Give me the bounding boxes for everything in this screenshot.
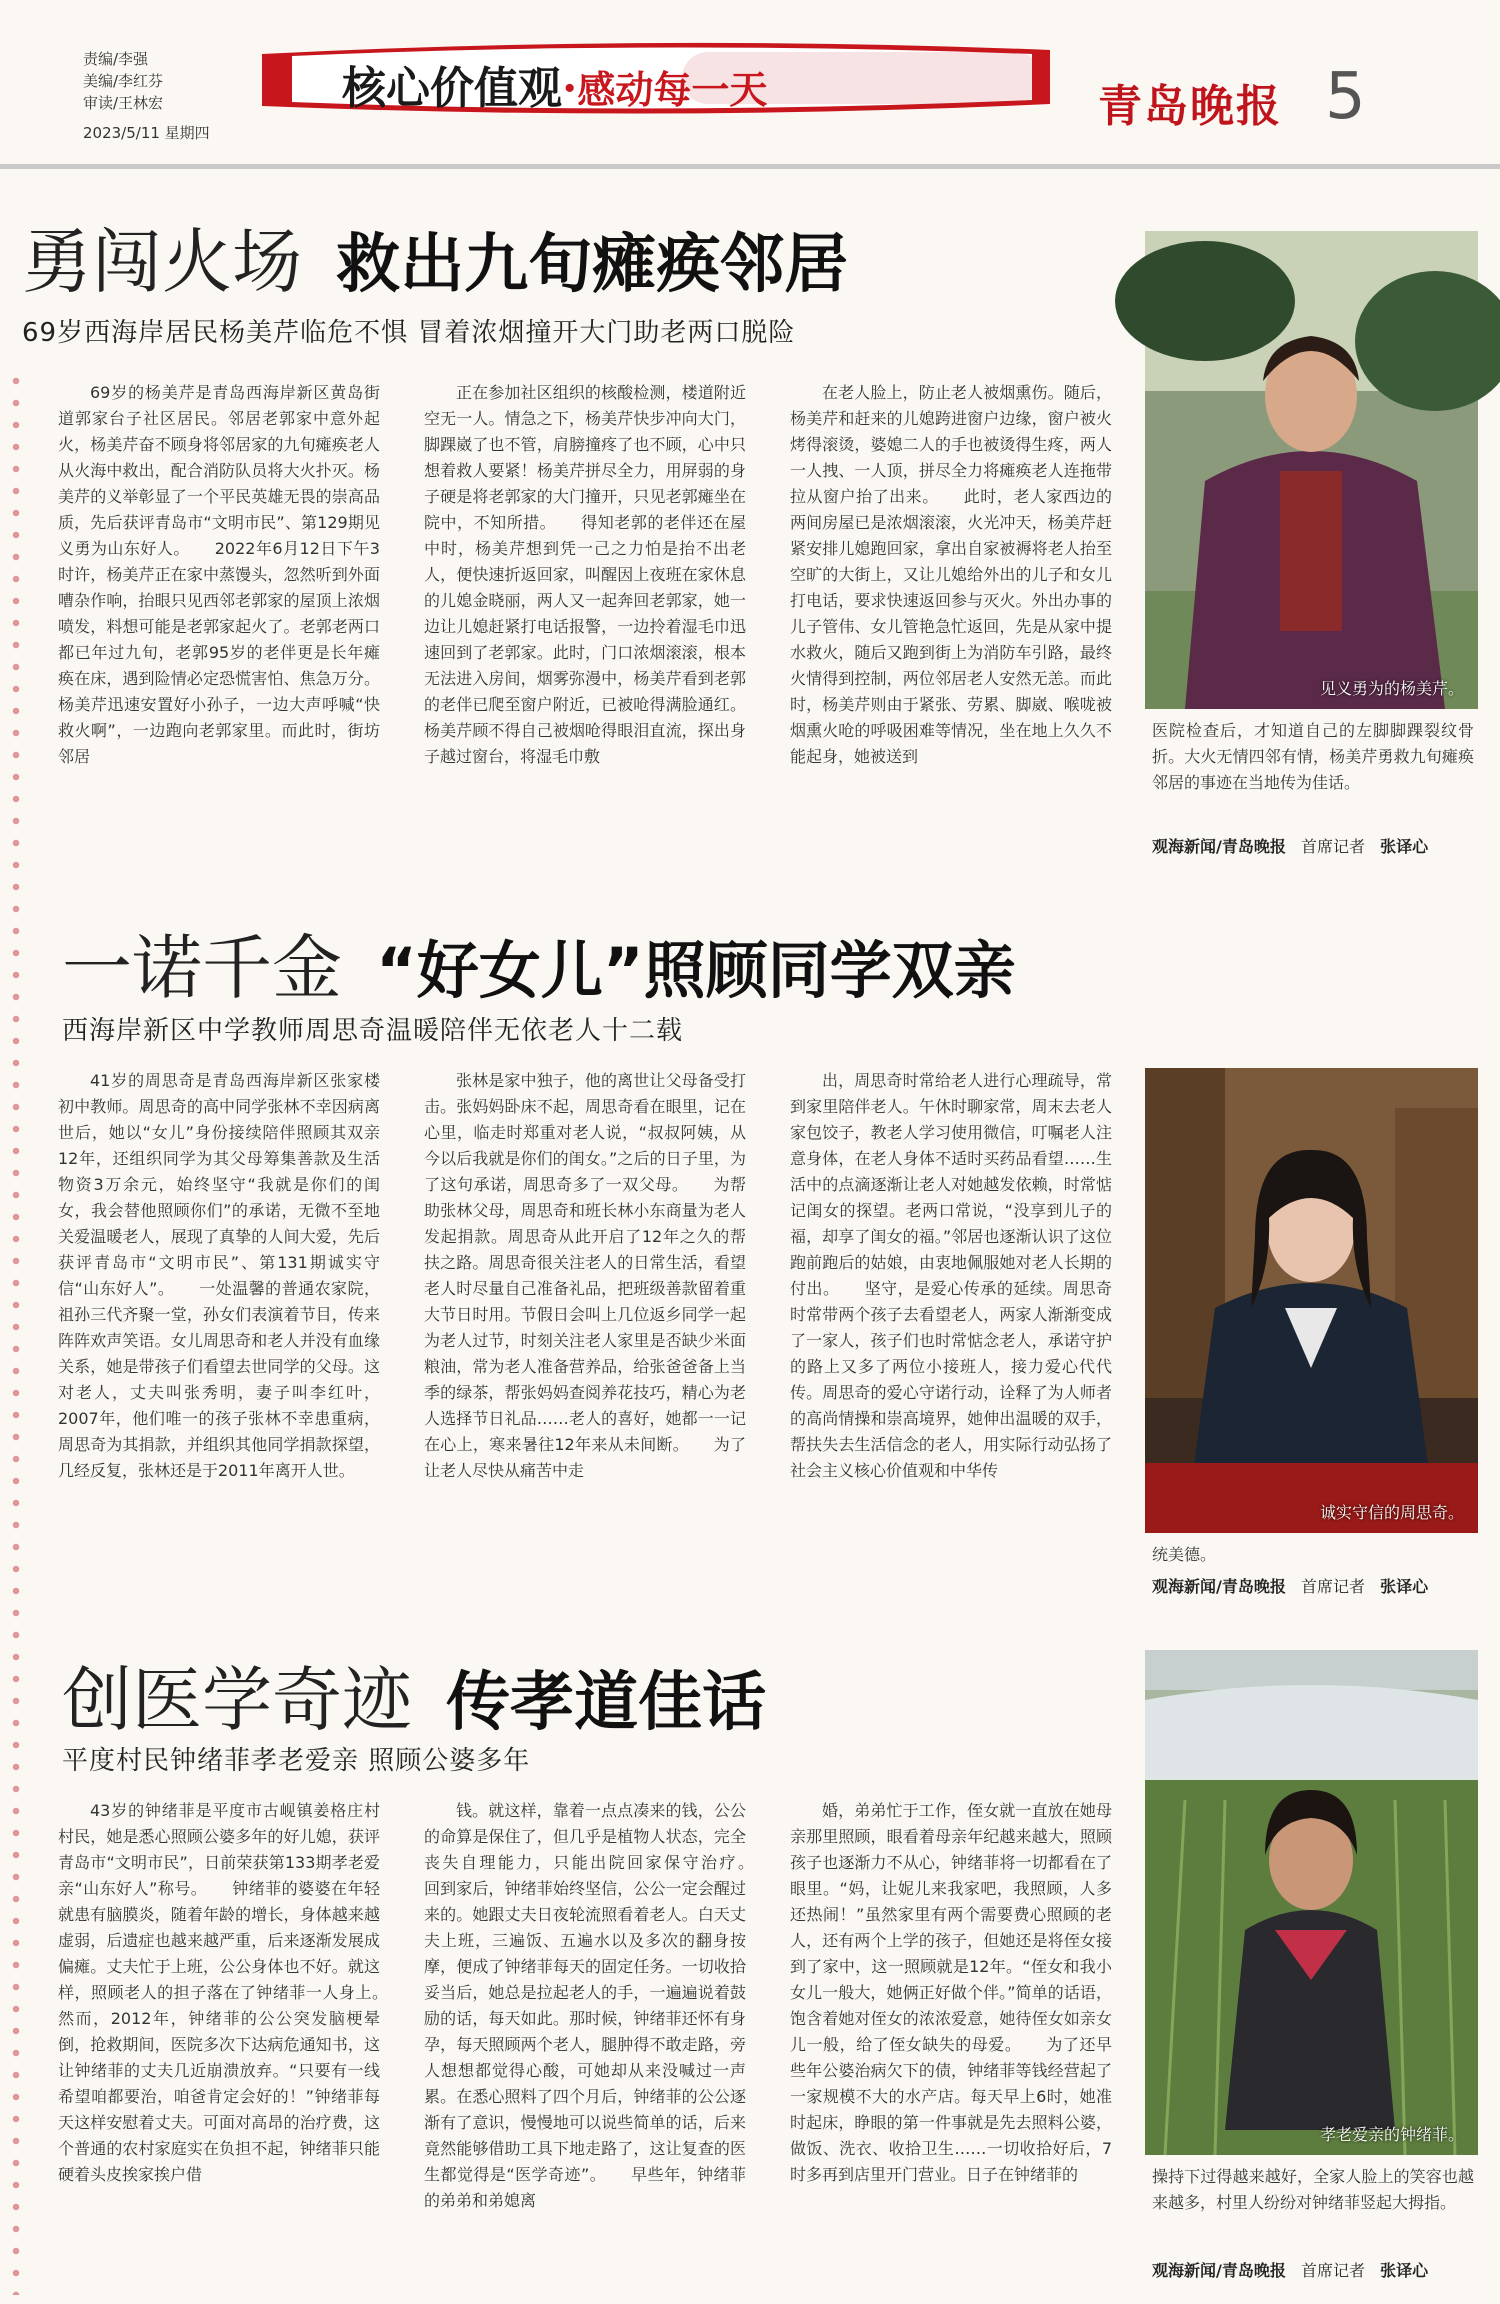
article-title	[62, 1644, 766, 1745]
editor-info	[83, 48, 210, 144]
banner-dot: ·	[562, 63, 578, 114]
title-light: 创医学奇迹	[62, 1659, 412, 1741]
article-column: 出，周思奇时常给老人进行心理疏导，常到家里陪伴老人。午休时聊家常，周末去老人家包饺子，教老人学习使用微信，叮嘱老人注意身体，在老人身体不适时买药品看望……生活中的点滴逐渐让老人对她越发依赖，时常惦记闺女的探望。老两口常说，“没享到儿子的福，却享了闺女的福。”邻居也逐渐认识了这位跑前跑后的姑娘，由衷地佩服她对老人长期的付出。 坚守，是爱心传承的延续。周思奇时常带两个孩子去看望老人，两家人渐渐变成了一家人，孩子们也时常惦念老人，承诺守护的路上又多了两位小接班人，接力爱心代代传。周思奇的爱心守诺行动，诠释了为人师者的高尚情操和崇高境界，她伸出温暖的双手，帮扶失去生活信念的老人，用实际行动弘扬了社会主义核心价值观和中华传	[790, 1071, 1112, 1480]
credit-name: 张译心	[1380, 1577, 1429, 1596]
article-column: 69岁的杨美芹是青岛西海岸新区黄岛街道郭家台子社区居民。邻居老郭家中意外起火，杨美芹奋不顾身将邻居家的九旬瘫痪老人从火海中救出，配合消防队员将大火扑灭。杨美芹的义举彰显了一个平民英雄无畏的崇高品质，先后获评青岛市“文明市民”、第129期见义勇为山东好人。 2022年6月12日下午3时许，杨美芹正在家中蒸馒头，忽然听到外面嘈杂作响，抬眼只见西邻老郭家的屋顶上浓烟喷发，料想可能是老郭家起火了。老郭老两口都已年过九旬，老郭95岁的老伴更是长年瘫痪在床，遇到险情必定恐慌害怕、焦急万分。杨美芹迅速安置好小孙子，一边大声呼喊“快救火啊”，一边跑向老郭家里。而此时，街坊邻居	[58, 383, 380, 766]
photo-caption: 孝老爱亲的钟绪菲。	[1319, 2125, 1464, 2144]
article-column: 张林是家中独子，他的离世让父母备受打击。张妈妈卧床不起，周思奇看在眼里，记在心里，临走时郑重对老人说，“叔叔阿姨，从今以后我就是你们的闺女。”之后的日子里，为了这句承诺，周思奇多了一双父母。 为帮助张林父母，周思奇和班长林小东商量为老人发起捐款。周思奇从此开启了12年之久的帮扶之路。周思奇很关注老人的日常生活，看望老人时尽量自己准备礼品，把班级善款留着重大节日时用。节假日会叫上几位返乡同学一起为老人过节，时刻关注老人家里是否缺少米面粮油，常为老人准备营养品，给张爸爸备上当季的绿茶，帮张妈妈查阅养花技巧，精心为老人选择节日礼品……老人的喜好，她都一一记在心上，寒来暑往12年来从未间断。 为了让老人尽快从痛苦中走	[424, 1071, 746, 1480]
newspaper-masthead: 青岛晚报	[1098, 81, 1282, 132]
byline	[1152, 2258, 1428, 2281]
credit-source: 观海新闻/青岛晚报	[1152, 837, 1286, 856]
article-title	[22, 206, 848, 307]
title-light: 勇闯火场	[22, 221, 302, 303]
title-bold: “好女儿”照顾同学双亲	[376, 934, 1016, 1007]
page-number: 5	[1325, 60, 1366, 134]
title-bold: 传孝道佳话	[446, 1666, 767, 1740]
photo-caption: 诚实守信的周思奇。	[1319, 1503, 1464, 1522]
article-column: 正在参加社区组织的核酸检测，楼道附近空无一人。情急之下，杨美芹快步冲向大门，脚踝崴了也不管，肩膀撞疼了也不顾，心中只想着救人要紧！杨美芹拼尽全力，用屏弱的身子硬是将老郭家的大门撞开，只见老郭瘫坐在院中，不知所措。 得知老郭的老伴还在屋中时，杨美芹想到凭一己之力怕是抬不出老人，便快速折返回家，叫醒因上夜班在家休息的儿媳金晓丽，两人又一起奔回老郭家，她一边让儿媳赶紧打电话报警，一边拎着湿毛巾迅速回到了老郭家。此时，门口浓烟滚滚，根本无法进入房间，烟雾弥漫中，杨美芹看到老郭的老伴已爬至窗户附近，已被呛得满脸通红。杨美芹顾不得自己被烟呛得眼泪直流，探出身子越过窗台，将湿毛巾敷	[424, 383, 746, 766]
article-column: 41岁的周思奇是青岛西海岸新区张家楼初中教师。周思奇的高中同学张林不幸因病离世后，她以“女儿”身份接续陪伴照顾其双亲12年，还组织同学为其父母筹集善款及生活物资3万余元，始终坚守“我就是你们的闺女，我会替他照顾你们”的承诺，无微不至地关爱温暖老人，展现了真挚的人间大爱，先后获评青岛市“文明市民”、第131期诚实守信“山东好人”。 一处温馨的普通农家院，祖孙三代齐聚一堂，孙女们表演着节目，传来阵阵欢声笑语。女儿周思奇和老人并没有血缘关系，她是带孩子们看望去世同学的父母。这对老人，丈夫叫张秀明，妻子叫李红叶，2007年，他们唯一的孩子张林不幸患重病，周思奇为其捐款，并组织其他同学捐款探望，几经反复，张林还是于2011年离开人世。	[58, 1071, 380, 1480]
byline	[1152, 1574, 1428, 1597]
credit-source: 观海新闻/青岛晚报	[1152, 1577, 1286, 1596]
credit-role: 首席记者	[1300, 2261, 1365, 2280]
article-column: 统美德。	[1152, 1545, 1217, 1564]
issue-date: 2023/5/11 星期四	[83, 124, 210, 142]
article-subtitle: 平度村民钟绪菲孝老爱亲 照顾公婆多年	[62, 1746, 531, 1776]
credit-source: 观海新闻/青岛晚报	[1152, 2261, 1286, 2280]
article-subtitle: 69岁西海岸居民杨美芹临危不惧 冒着浓烟撞开大门助老两口脱险	[22, 318, 796, 348]
article-column: 43岁的钟绪菲是平度市古岘镇姜格庄村村民，她是悉心照顾公婆多年的好儿媳，获评青岛市“文明市民”，日前荣获第133期孝老爱亲“山东好人”称号。 钟绪菲的婆婆在年轻就患有脑膜炎，随着年龄的增长，身体越来越虚弱，后遗症也越来越严重，后来逐渐发展成偏瘫。丈夫忙于上班，公公身体也不好。就这样，照顾老人的担子落在了钟绪菲一人身上。 然而，2012年，钟绪菲的公公突发脑梗晕倒，抢救期间，医院多次下达病危通知书，这让钟绪菲的丈夫几近崩溃放弃。“只要有一线希望咱都要治，咱爸肯定会好的！”钟绪菲每天这样安慰着丈夫。可面对高昂的治疗费，这个普通的农村家庭实在负担不起，钟绪菲只能硬着头皮挨家挨户借	[58, 1801, 413, 2184]
article-column: 在老人脸上，防止老人被烟熏伤。随后，杨美芹和赶来的儿媳跨进窗户边缘，窗户被火烤得滚烫，婆媳二人的手也被烫得生疼，两人一人拽、一人顶，拼尽全力将瘫痪老人连拖带拉从窗户抬了出来。 此时，老人家西边的两间房屋已是浓烟滚滚，火光冲天，杨美芹赶紧安排儿媳跑回家，拿出自家被褥将老人抬至空旷的大街上，又让儿媳给外出的儿子和女儿打电话，要求快速返回参与灭火。外出办事的儿子管伟、女儿管艳急忙返回，先是从家中提水救火，随后又跑到街上为消防车引路，最终火情得到控制，两位邻居老人安然无恙。而此时，杨美芹则由于紧张、劳累、脚崴、喉咙被烟熏火呛的呼吸困难等情况，坐在地上久久不能起身，她被送到	[790, 383, 1112, 766]
header-rule	[0, 164, 1500, 169]
banner-main-text: 核心价值观	[342, 63, 562, 114]
credit-name: 张译心	[1380, 837, 1429, 856]
banner-sub-text: 感动每一天	[577, 68, 768, 112]
article-column: 操持下过得越来越好，全家人脸上的笑容也越来越多，村里人纷纷对钟绪菲竖起大拇指。	[1152, 2167, 1474, 2212]
title-light: 一诺千金	[62, 927, 342, 1009]
portrait-photo	[1145, 1650, 1478, 2155]
article-subtitle: 西海岸新区中学教师周思奇温暖陪伴无依老人十二载	[62, 1016, 684, 1046]
article-title	[62, 912, 1016, 1013]
photo-caption: 见义勇为的杨美芹。	[1319, 679, 1464, 698]
portrait-photo	[1145, 231, 1478, 709]
editor-line: 美编/李红芬	[83, 72, 164, 90]
credit-name: 张译心	[1380, 2261, 1429, 2280]
decorative-left-border	[8, 370, 24, 2295]
title-bold: 救出九旬瘫痪邻居	[336, 228, 849, 302]
article-column: 婚，弟弟忙于工作，侄女就一直放在她母亲那里照顾，眼看着母亲年纪越来越大，照顾孩子也逐渐力不从心，钟绪菲将一切都看在了眼里。“妈，让妮儿来我家吧，我照顾，人多还热闹！”虽然家里有两个需要费心照顾的老人，还有两个上学的孩子，但她还是将侄女接到了家中，这一照顾就是12年。“侄女和我小女儿一般大，她俩正好做个伴。”简单的话语，饱含着她对侄女的浓浓爱意，她待侄女如亲女儿一般，给了侄女缺失的母爱。 为了还早些年公婆治病欠下的债，钟绪菲等钱经营起了一家规模不大的水产店。每天早上6时，她准时起床，睁眼的第一件事就是先去照料公婆，做饭、洗衣、收拾卫生……一切收拾好后，7时多再到店里开门营业。日子在钟绪菲的	[790, 1801, 1112, 2184]
editor-line: 审读/王林宏	[83, 94, 164, 112]
article-column: 医院检查后，才知道自己的左脚脚踝裂纹骨折。大火无情四邻有情，杨美芹勇救九旬瘫痪邻居的事迹在当地传为佳话。	[1152, 721, 1474, 792]
editor-line: 责编/李强	[83, 50, 149, 68]
credit-role: 首席记者	[1300, 1577, 1365, 1596]
article-column: 钱。就这样，靠着一点点凑来的钱，公公的命算是保住了，但几乎是植物人状态，完全丧失自理能力，只能出院回家保守治疗。 回到家后，钟绪菲始终坚信，公公一定会醒过来的。她跟丈夫日夜轮流照看着老人。白天丈夫上班，三遍饭、五遍水以及多次的翻身按摩，便成了钟绪菲每天的固定任务。一切收拾妥当后，她总是拉起老人的手，一遍遍说着鼓励的话，每天如此。那时候，钟绪菲还怀有身孕，每天照顾两个老人，腿肿得不敢走路，旁人想想都觉得心酸，可她却从来没喊过一声累。在悉心照料了四个月后，钟绪菲的公公逐渐有了意识，慢慢地可以说些简单的话，后来竟然能够借助工具下地走路了，这让复查的医生都觉得是“医学奇迹”。 早些年，钟绪菲的弟弟和弟媳离	[424, 1801, 779, 2210]
byline	[1152, 834, 1428, 857]
credit-role: 首席记者	[1300, 837, 1365, 856]
portrait-photo	[1145, 1068, 1478, 1533]
section-banner	[262, 34, 1050, 122]
